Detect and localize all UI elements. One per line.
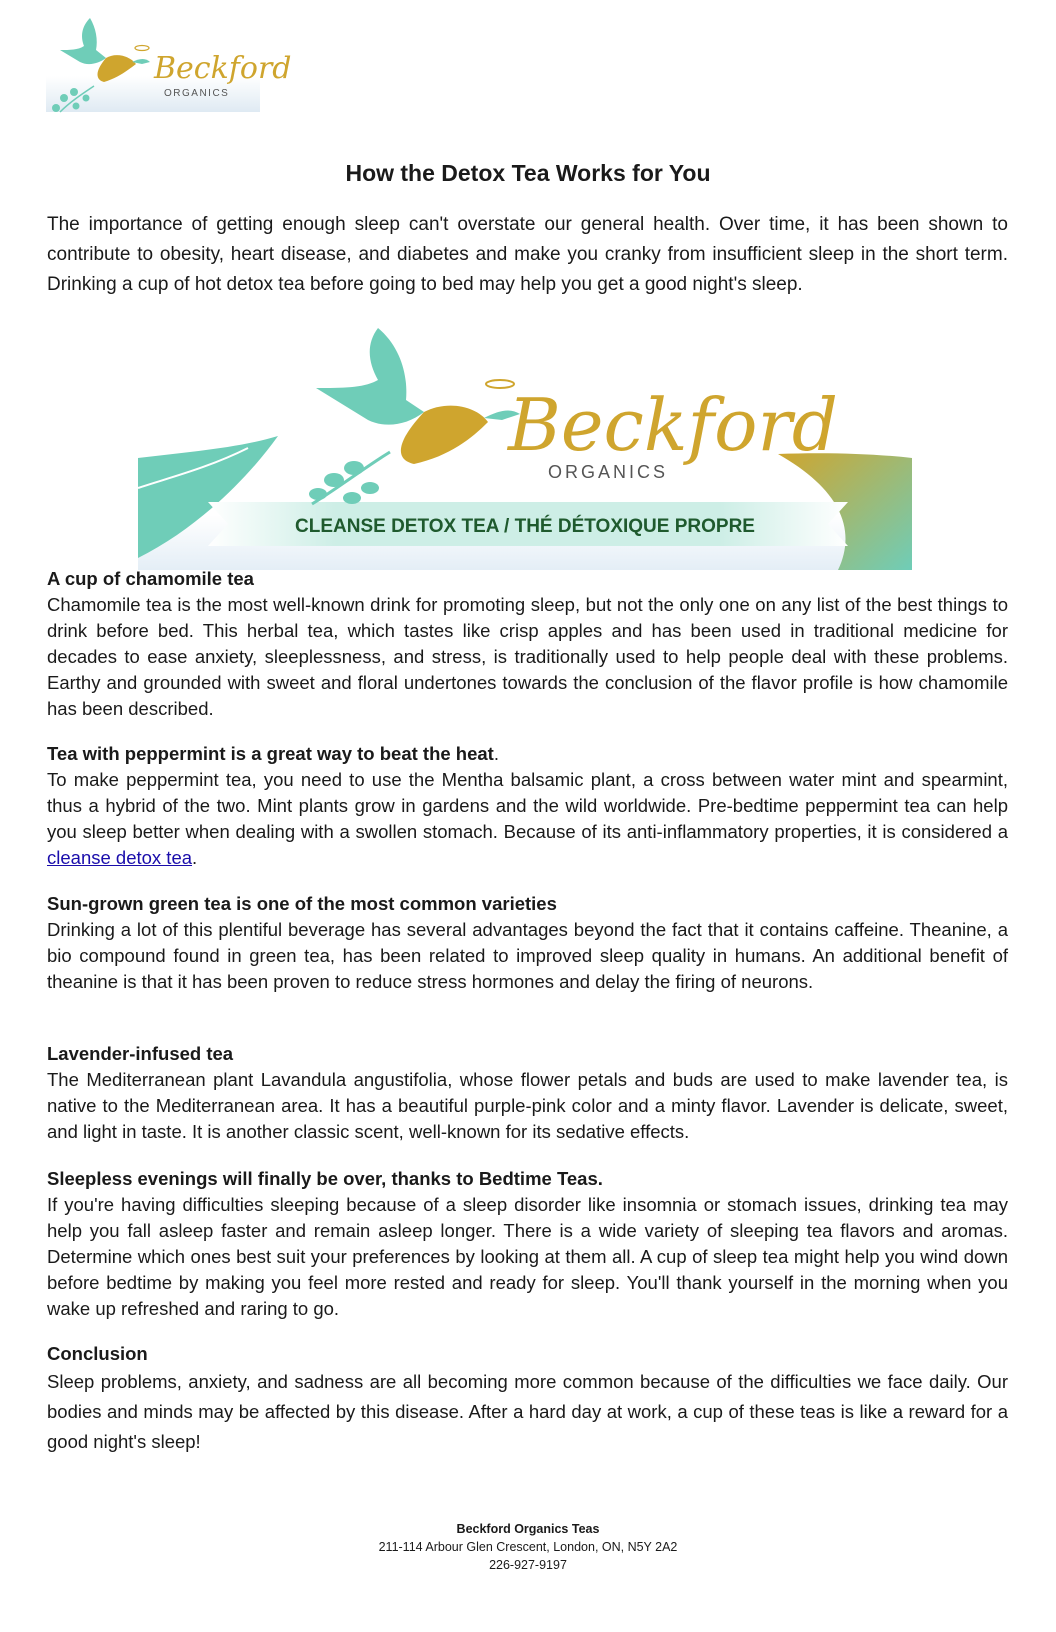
logo-caps-text: ORGANICS [164, 88, 230, 99]
heading-period: . [493, 743, 499, 764]
section-body: Chamomile tea is the most well-known drink for promoting sleep, but not the only one on any list of the best things to drink before bed. This herbal tea, which tastes like crisp apples and has been used in traditional medicine for decades to ease anxiety, sleeplessness, and stress, is traditionally used to help people deal with these problems. Earthy and grounded with sweet and floral undertones towards the conclusion of the flavor profile is how chamomile has been described. [47, 594, 1008, 719]
section-chamomile [47, 566, 1008, 722]
banner-caps-text: ORGANICS [548, 462, 669, 482]
beckford-logo [46, 14, 292, 114]
section-heading: Tea with peppermint is a great way to beat the heat [47, 743, 494, 764]
banner-script-text: Beckford [508, 383, 838, 467]
section-bedtime-teas [47, 1166, 1008, 1322]
section-heading: Conclusion [47, 1343, 148, 1364]
product-banner [138, 328, 912, 570]
banner-caption: CLEANSE DETOX TEA / THÉ DÉTOXIQUE PROPRE [295, 516, 755, 537]
section-body: To make peppermint tea, you need to use the Mentha balsamic plant, a cross between water mint and spearmint, thus a hybrid of the two. Mint plants grow in gardens and the wild worldwide. Pre-bedtime peppermint tea can help you sleep better when dealing with a swollen stomach. Because of its anti-inflammatory properties, it is considered a [47, 769, 1008, 842]
section-heading: Sleepless evenings will finally be over, thanks to Bedtime Teas. [47, 1168, 603, 1189]
section-heading: A cup of chamomile tea [47, 568, 254, 589]
cleanse-detox-tea-link[interactable]: cleanse detox tea [47, 847, 193, 868]
section-conclusion [47, 1341, 1008, 1457]
logo-script-text: Beckford [154, 51, 292, 86]
section-heading: Sun-grown green tea is one of the most common varieties [47, 893, 557, 914]
section-lavender [47, 1041, 1008, 1145]
section-body: If you're having difficulties sleeping because of a sleep disorder like insomnia or stomach issues, drinking tea may help you fall asleep faster and remain asleep longer. There is a wide variety of sleeping tea flavors and aromas. Determine which ones best suit your preferences by looking at them all. A cup of sleep tea might help you wind down before bedtime by making you feel more rested and ready for sleep. You'll thank yourself in the morning when you wake up refreshed and raring to go. [47, 1194, 1008, 1319]
page-title: How the Detox Tea Works for You [345, 160, 711, 186]
footer [0, 1520, 1056, 1574]
section-body: Sleep problems, anxiety, and sadness are all becoming more common because of the difficulties we face daily. Our bodies and minds may be affected by this disease. After a hard day at work, a cup of these teas is like a reward for a good night's sleep! [47, 1371, 1008, 1452]
body-end-period: . [192, 847, 198, 868]
intro-paragraph: The importance of getting enough sleep can't overstate our general health. Over time, it has been shown to contribute to obesity, heart disease, and diabetes and make you cranky from insufficient sleep in the short term. Drinking a cup of hot detox tea before going to bed may help you get a good night's sleep. [47, 214, 1008, 295]
footer-company: Beckford Organics Teas [456, 1522, 600, 1536]
section-body: The Mediterranean plant Lavandula angustifolia, whose flower petals and buds are used to make lavender tea, is native to the Mediterranean area. It has a beautiful purple-pink color and a minty flavor. Lavender is delicate, sweet, and light in taste. It is another classic scent, well-known for its sedative effects. [47, 1069, 1008, 1142]
section-body: Drinking a lot of this plentiful beverage has several advantages beyond the fact that it contains caffeine. Theanine, a bio compound found in green tea, has been related to improved sleep quality in humans. An additional benefit of theanine is that it has been proven to reduce stress hormones and delay the firing of neurons. [47, 919, 1008, 992]
footer-address: 211-114 Arbour Glen Crescent, London, ON, N5Y 2A2 [378, 1540, 678, 1554]
section-heading: Lavender-infused tea [47, 1043, 234, 1064]
footer-phone: 226-927-9197 [489, 1558, 567, 1572]
section-peppermint [47, 741, 1008, 871]
section-green-tea [47, 891, 1008, 995]
